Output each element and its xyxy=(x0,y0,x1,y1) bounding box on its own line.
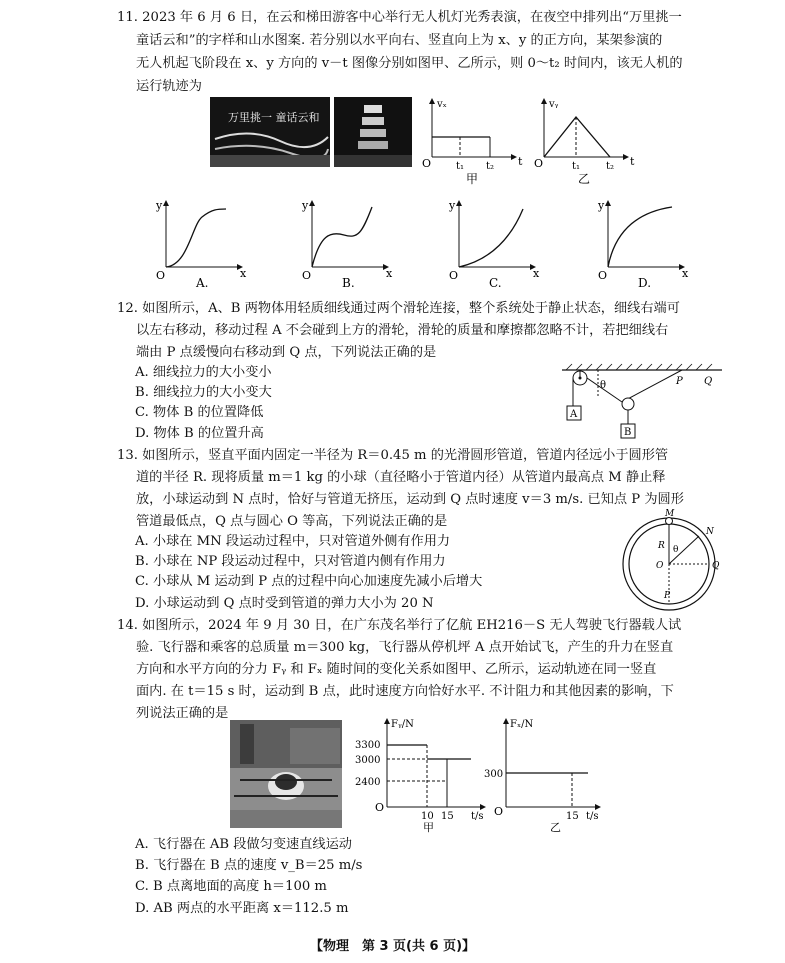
page-footer: 【物理 第 3 页(共 6 页)】 xyxy=(309,939,476,954)
q11-d-y: y xyxy=(598,199,605,212)
q13-label-p: P xyxy=(664,591,671,601)
q14-jia-origin: O xyxy=(375,801,385,814)
q14-line-2: 验. 飞行器和乘客的总质量 m＝300 kg，飞行器从停机坪 A 点开始试飞，产生的升力在竖直 xyxy=(136,640,674,655)
q14-jia-x1: 10 xyxy=(421,811,434,822)
q11-line-1: 11. 2023 年 6 月 6 日，在云和梯田游客中心举行无人机灯光秀表演，在夜空中排列出“万里挑一 xyxy=(117,10,682,25)
q11-a-y: y xyxy=(156,199,163,212)
q11-d-o: O xyxy=(598,269,608,282)
q13-option-a: A. 小球在 MN 段运动过程中，只对管道外侧有作用力 xyxy=(135,534,451,549)
q13-label-n: N xyxy=(706,527,714,537)
q12-option-b: B. 细线拉力的大小变大 xyxy=(135,385,272,400)
q14-yi-x1: 15 xyxy=(566,811,579,822)
q11-graph-yi xyxy=(532,95,637,185)
q12-pulley-figure xyxy=(558,362,728,442)
q13-label-r: R xyxy=(658,541,665,551)
q11-b-label: B. xyxy=(342,276,355,290)
q14-option-c: C. B 点离地面的高度 h＝100 m xyxy=(135,879,327,894)
q11-option-c xyxy=(443,195,543,290)
q13-line-4: 管道最低点，Q 点与圆心 O 等高，下列说法正确的是 xyxy=(136,514,448,529)
photo-text: 万里挑一 童话云和 xyxy=(228,111,320,124)
q14-jia-caption: 甲 xyxy=(423,821,434,833)
q12-label-a: A xyxy=(570,409,578,420)
q11-jia-caption: 甲 xyxy=(466,172,479,185)
q11-yi-xlabel: t xyxy=(630,155,635,168)
q12-theta: θ xyxy=(600,380,607,391)
q11-c-label: C. xyxy=(489,276,502,290)
q13-line-3: 放，小球运动到 N 点时，恰好与管道无挤压，运动到 Q 点时速度 v＝3 m/s. 已知点 P 为圆形 xyxy=(136,492,684,507)
q11-line-3: 无人机起飞阶段在 x、y 方向的 v－t 图像分别如图甲、乙所示，则 0～t₂ 时间内，该无人机的 xyxy=(136,56,683,71)
q11-b-x: x xyxy=(386,267,393,280)
q11-c-o: O xyxy=(449,269,459,282)
q14-line-5: 列说法正确的是 xyxy=(136,706,229,721)
q11-b-y: y xyxy=(302,199,309,212)
q13-line-1: 13. 如图所示，竖直平面内固定一半径为 R＝0.45 m 的光滑圆形管道，管道内径远小于圆形管 xyxy=(117,448,669,463)
q11-graph-jia xyxy=(420,95,525,185)
q14-option-b: B. 飞行器在 B 点的速度 v_B＝25 m/s xyxy=(135,858,363,873)
q14-graph-jia xyxy=(355,715,495,833)
q11-d-label: D. xyxy=(638,276,652,290)
eh216-photo xyxy=(230,720,342,828)
q11-yi-origin: O xyxy=(534,157,544,170)
q11-jia-t2: t₂ xyxy=(486,161,495,172)
q14-line-1: 14. 如图所示，2024 年 9 月 30 日，在广东茂名举行了亿航 EH216－S 无人驾驶飞行器载人试 xyxy=(117,618,682,633)
q11-yi-caption: 乙 xyxy=(578,172,591,185)
q12-line-2: 以左右移动，移动过程 A 不会碰到上方的滑轮，滑轮的质量和摩擦都忽略不计，若把细线右 xyxy=(136,323,669,338)
q13-option-c: C. 小球从 M 运动到 P 点的过程中向心加速度先减小后增大 xyxy=(135,574,483,589)
q14-graph-yi xyxy=(478,715,608,833)
q13-label-m: M xyxy=(665,509,675,519)
q14-option-a: A. 飞行器在 AB 段做匀变速直线运动 xyxy=(135,837,352,852)
q12-option-d: D. 物体 B 的位置升高 xyxy=(135,426,264,441)
q12-label-p: P xyxy=(676,376,683,387)
q14-yi-xlabel: t/s xyxy=(586,811,599,822)
drone-show-photo-1 xyxy=(210,97,330,167)
q11-a-label: A. xyxy=(196,276,209,290)
drone-show-photo-2 xyxy=(334,97,412,167)
q12-option-c: C. 物体 B 的位置降低 xyxy=(135,405,264,420)
q11-jia-ylabel: vₓ xyxy=(437,99,447,110)
q12-label-q: Q xyxy=(704,376,713,387)
q14-jia-ylabel: Fᵧ/N xyxy=(391,719,414,730)
q13-tube-figure xyxy=(620,508,722,614)
q14-line-3: 方向和水平方向的分力 Fᵧ 和 Fₓ 随时间的变化关系如图甲、乙所示，运动轨迹在同一竖直 xyxy=(136,662,657,677)
q11-d-x: x xyxy=(682,267,689,280)
q14-line-4: 面内. 在 t＝15 s 时，运动到 B 点，此时速度方向恰好水平. 不计阻力和其他因素的影响，下 xyxy=(136,684,674,699)
drone-show-photo-1-art xyxy=(210,97,330,167)
q11-jia-xlabel: t xyxy=(518,155,523,168)
q14-jia-x2: 15 xyxy=(441,811,454,822)
q11-option-d xyxy=(592,195,692,290)
q11-c-x: x xyxy=(533,267,540,280)
q11-jia-t1: t₁ xyxy=(456,161,465,172)
q12-line-1: 12. 如图所示，A、B 两物体用轻质细线通过两个滑轮连接，整个系统处于静止状态，细线右端可 xyxy=(117,301,680,316)
q13-option-d: D. 小球运动到 Q 点时受到管道的弹力大小为 20 N xyxy=(135,596,434,611)
q13-label-q: Q xyxy=(712,561,720,571)
q11-a-x: x xyxy=(240,267,247,280)
q11-a-o: O xyxy=(156,269,166,282)
q14-jia-y2: 3000 xyxy=(355,755,381,766)
q14-yi-origin: O xyxy=(494,805,504,818)
q11-yi-t1: t₁ xyxy=(572,161,581,172)
q11-yi-t2: t₂ xyxy=(606,161,615,172)
q14-yi-y1: 300 xyxy=(484,769,504,780)
q13-label-o: O xyxy=(656,561,664,571)
q11-line-2: 童话云和”的字样和山水图案. 若分别以水平向右、竖直向上为 x、y 的正方向，某架参演的 xyxy=(136,33,663,48)
q11-yi-ylabel: vᵧ xyxy=(549,99,559,110)
q14-jia-xlabel: t/s xyxy=(471,811,484,822)
q11-line-4: 运行轨迹为 xyxy=(136,79,202,94)
q14-option-d: D. AB 两点的水平距离 x＝112.5 m xyxy=(135,901,349,916)
q13-line-2: 道的半径 R. 现将质量 m＝1 kg 的小球（直径略小于管道内径）从管道内最高点 M 静止释 xyxy=(136,470,666,485)
q14-jia-y3: 2400 xyxy=(355,777,381,788)
q11-option-a xyxy=(150,195,250,290)
q12-line-3: 端由 P 点缓慢向右移动到 Q 点，下列说法正确的是 xyxy=(136,345,437,360)
q13-theta: θ xyxy=(673,545,679,555)
q11-option-b xyxy=(296,195,396,290)
q14-jia-y1: 3300 xyxy=(355,740,381,751)
q14-yi-ylabel: Fₓ/N xyxy=(510,719,534,730)
q14-yi-caption: 乙 xyxy=(550,821,561,833)
q11-b-o: O xyxy=(302,269,312,282)
q12-option-a: A. 细线拉力的大小变小 xyxy=(135,365,272,380)
q11-jia-origin: O xyxy=(422,157,432,170)
q12-label-b: B xyxy=(624,427,632,438)
q11-c-y: y xyxy=(449,199,456,212)
q13-option-b: B. 小球在 NP 段运动过程中，只对管道内侧有作用力 xyxy=(135,554,446,569)
